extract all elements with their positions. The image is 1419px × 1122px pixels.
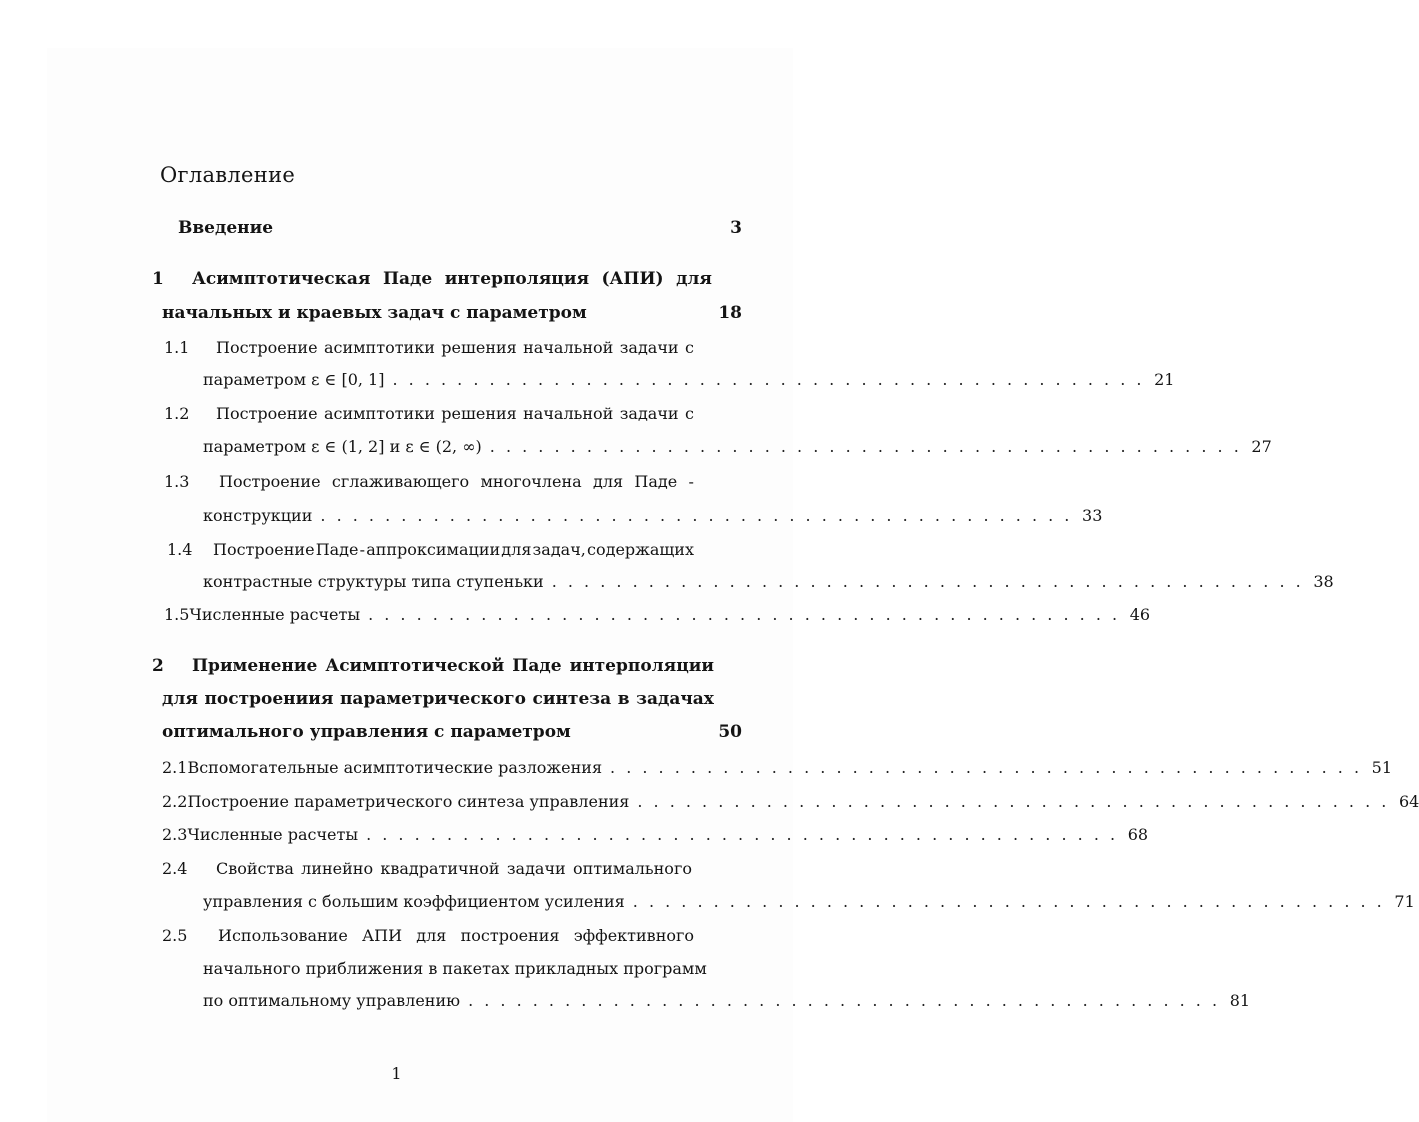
section-2-5-cont2: по оптимальному управлению . . . . . . . . . . . . . . . . . . . . . . . . . . . . . . . . . . . . . . . . . . . . . . . 81 xyxy=(203,991,1251,1010)
chapter-page: 50 xyxy=(718,722,742,742)
section-2-4-cont: управления с большим коэффициентом усиления . . . . . . . . . . . . . . . . . . . . . . . . . . . . . . . . . . . . . . . . . . . . . . . 71 xyxy=(203,892,1415,911)
section-page: 21 xyxy=(1154,370,1175,389)
section-page: 46 xyxy=(1129,605,1151,624)
chapter-2-heading: 2 Применение Асимптотической Паде интерполяции для построениия параметрического синтеза в задачах оптимального управления с параметром 50 xyxy=(152,656,742,742)
toc-title: Оглавление xyxy=(160,163,296,187)
section-2-2: 2.2 Построение параметрического синтеза управления . . . . . . . . . . . . . . . . . . . . . . . . . . . . . . . . . . . . . . . . . . . . . . . 64 xyxy=(162,792,1419,811)
section-1-1: 1.1 Построение асимптотики решения начальной задачи с xyxy=(164,338,694,357)
section-page: 68 xyxy=(1127,825,1149,844)
section-2-1: 2.1 Вспомогательные асимптотические разложения . . . . . . . . . . . . . . . . . . . . . . . . . . . . . . . . . . . . . . . . . . . . . . . 51 xyxy=(162,758,1393,777)
section-page: 81 xyxy=(1229,991,1251,1010)
chapter-number: 1 xyxy=(152,269,164,289)
chapter-page: 18 xyxy=(718,303,742,323)
section-page: 33 xyxy=(1082,506,1103,525)
section-1-2-cont: параметром ε ∈ (1, 2] и ε ∈ (2, ∞) . . . . . . . . . . . . . . . . . . . . . . . . . . . . . . . . . . . . . . . . . . . . . . . 27 xyxy=(203,437,1272,456)
chapter-1-heading: 1 Асимптотическая Паде интерполяция (АПИ) для начальных и краевых задач с параметром 18 xyxy=(152,269,742,323)
section-1-5: 1.5 Численные расчеты . . . . . . . . . . . . . . . . . . . . . . . . . . . . . . . . . . . . . . . . . . . . . . . 46 xyxy=(164,605,1151,624)
section-page: 64 xyxy=(1399,792,1419,811)
section-2-5: 2.5 Использование АПИ для построения эффективного xyxy=(162,926,694,945)
section-2-4: 2.4 Свойства линейно квадратичной задачи оптимального xyxy=(162,859,692,878)
intro-label: Введение xyxy=(178,218,274,238)
chapter-title-line2: начальных и краевых задач с параметром xyxy=(162,303,587,323)
section-2-5-cont1: начального приближения в пакетах прикладных программ xyxy=(203,959,707,978)
section-1-3-cont: конструкции . . . . . . . . . . . . . . . . . . . . . . . . . . . . . . . . . . . . . . . . . . . . . . . 33 xyxy=(203,506,1103,525)
section-page: 51 xyxy=(1371,758,1393,777)
section-page: 71 xyxy=(1394,892,1415,911)
section-1-3: 1.3 Построение сглаживающего многочлена для Паде - xyxy=(164,472,694,491)
section-1-1-cont: параметром ε ∈ [0, 1] . . . . . . . . . . . . . . . . . . . . . . . . . . . . . . . . . . . . . . . . . . . . . . . 21 xyxy=(203,370,1175,389)
section-page: 38 xyxy=(1313,572,1334,591)
section-1-2: 1.2 Построение асимптотики решения начальной задачи с xyxy=(164,404,694,423)
section-page: 27 xyxy=(1251,437,1272,456)
section-2-3: 2.3 Численные расчеты . . . . . . . . . . . . . . . . . . . . . . . . . . . . . . . . . . . . . . . . . . . . . . . 68 xyxy=(162,825,1149,844)
intro-page: 3 xyxy=(730,218,742,238)
section-1-4-cont: контрастные структуры типа ступеньки . . . . . . . . . . . . . . . . . . . . . . . . . . . . . . . . . . . . . . . . . . . . . . . 38 xyxy=(203,572,1334,591)
section-1-4: 1.4 Построение Паде - аппроксимации для задач, содержащих xyxy=(167,540,694,559)
toc-intro xyxy=(178,218,742,238)
page-number: 1 xyxy=(391,1064,402,1083)
